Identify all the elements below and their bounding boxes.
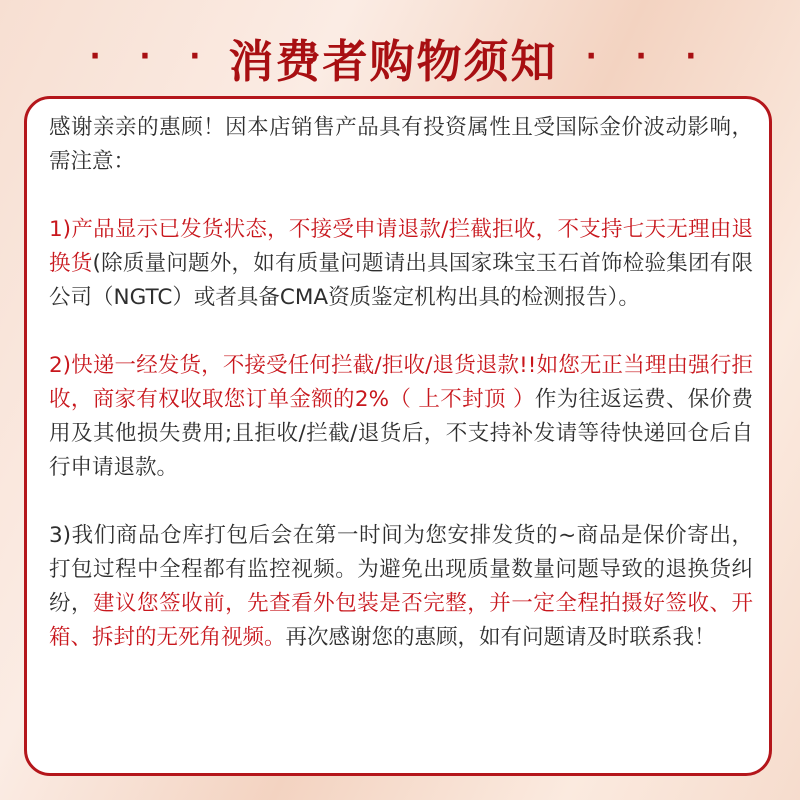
notice-item-1 <box>49 213 753 315</box>
notice-item-3 <box>49 519 753 655</box>
title-bar <box>0 22 800 92</box>
notice-item-3-highlight: 建议您签收前，先查看外包装是否完整，并一定全程拍摄好签收、开箱、拆封的无死角视频。 <box>49 591 753 650</box>
notice-panel <box>24 96 772 776</box>
decorative-dots-right: · · · <box>585 39 711 74</box>
notice-item-2-highlight: 2)快递一经发货，不接受任何拦截/拒收/退货退款!!如您无正当理由强行拒收，商家有权收取您订单金额的2%（ 上不封顶 ） <box>49 353 753 412</box>
notice-item-3-text-start: 3)我们商品仓库打包后会在第一时间为您安排发货的~商品是保价寄出，打包过程中全程都有监控视频。为避免出现质量数量问题导致的退换货纠纷， <box>49 523 753 616</box>
page-title: 消费者购物须知 <box>228 34 558 88</box>
notice-item-3-text-end: 再次感谢您的惠顾，如有问题请及时联系我！ <box>285 625 716 650</box>
notice-item-1-text: (除质量问题外，如有质量问题请出具国家珠宝玉石首饰检验集团有限公司（NGTC）或者具备CMA资质鉴定机构出具的检测报告）。 <box>49 251 753 310</box>
notice-item-2-text: 作为往返运费、保价费用及其他损失费用;且拒收/拦截/退货后，不支持补发请等待快递回仓后自行申请退款。 <box>49 387 753 480</box>
decorative-dots-left: · · · <box>89 39 215 74</box>
intro-paragraph <box>49 111 753 179</box>
notice-item-1-highlight: 1)产品显示已发货状态，不接受申请退款/拦截拒收，不支持七天无理由退换货 <box>49 217 753 276</box>
notice-item-2 <box>49 349 753 485</box>
intro-text: 感谢亲亲的惠顾！因本店销售产品具有投资属性且受国际金价波动影响，需注意： <box>49 115 753 174</box>
